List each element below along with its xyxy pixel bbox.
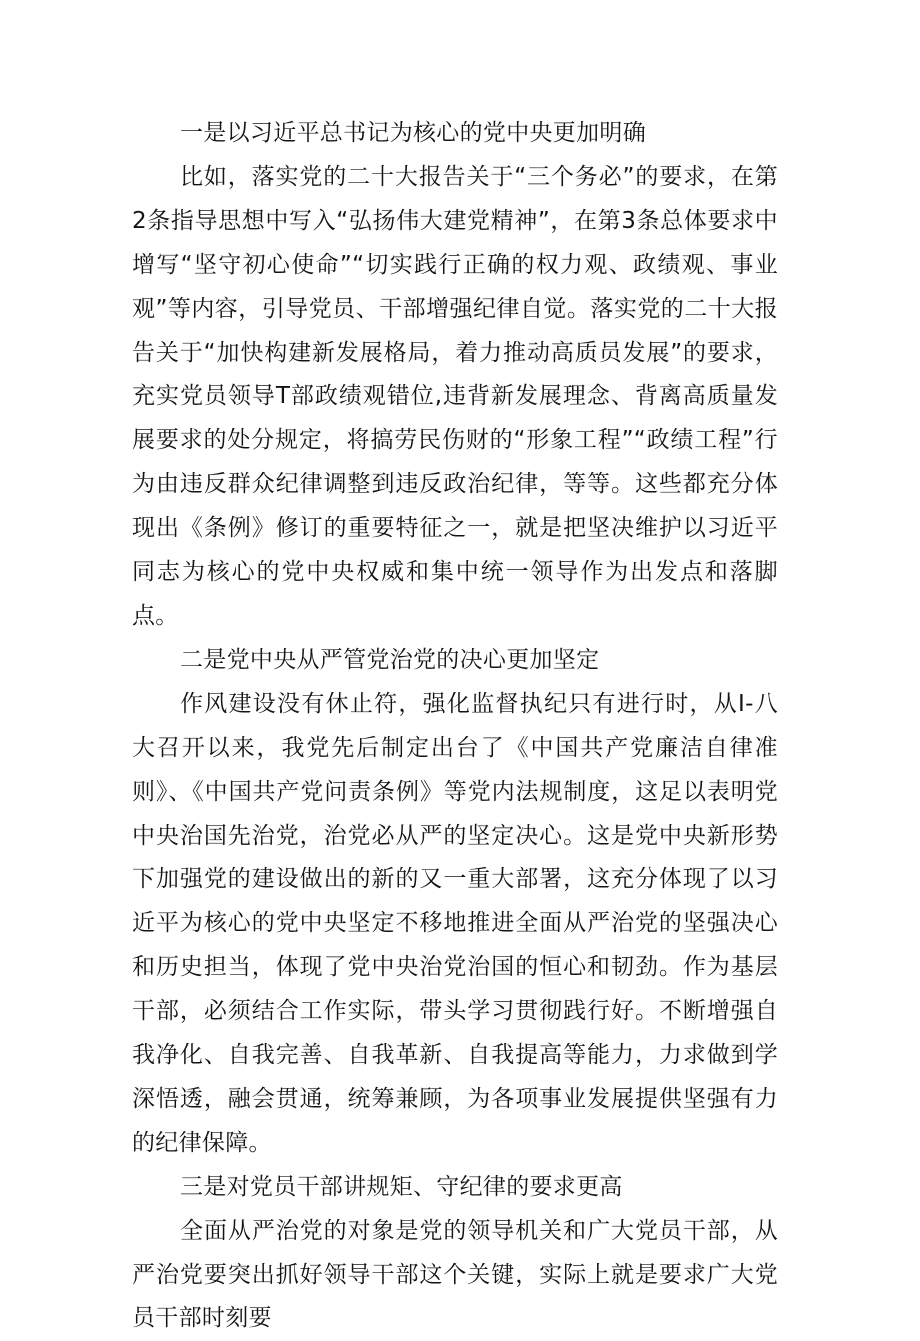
- section-3-paragraph: 全面从严治党的对象是党的领导机关和广大党员干部，从严治党要突出抓好领导干部这个关键，实际上就是要求广大党员干部时刻要: [132, 1217, 778, 1332]
- section-3-heading: 三是对党员干部讲规矩、守纪律的要求更高: [180, 1173, 623, 1200]
- section-2-paragraph: 作风建设没有休止符，强化监督执纪只有进行时，从I-八大召开以来，我党先后制定出台了《中国共产党廉洁自律准则》、《中国共产党问责条例》等党内法规制度，这足以表明党中央治国先治党，治党必从严的坚定决心。这是党中央新形势下加强党的建设做出的新的又一重大部署，这充分体现了以习近平为核心的党中央坚定不移地推进全面从严治党的坚强决心和历史担当，体现了党中央治党治国的恒心和韧劲。作为基层干部，必须结合工作实际，带头学习贯彻践行好。不断增强自我净化、自我完善、自我革新、自我提高等能力，力求做到学深悟透，融会贯通，统筹兼顾，为各项事业发展提供坚强有力的纪律保障。: [132, 690, 778, 1156]
- section-1-paragraph: 比如，落实党的二十大报告关于“三个务必”的要求，在第2条指导思想中写入“弘扬伟大建党精神”，在第3条总体要求中增写“坚守初心使命”“切实践行正确的权力观、政绩观、事业观”等内容，引导党员、干部增强纪律自觉。落实党的二十大报告关于“加快构建新发展格局，着力推动高质员发展”的要求，充实党员领导T部政绩观错位,违背新发展理念、背离高质量发展要求的处分规定，将搞劳民伤财的“形象工程”“政绩工程”行为由违反群众纪律调整到违反政治纪律，等等。这些都充分体现出《条例》修订的重要特征之一，就是把坚决维护以习近平同志为核心的党中央权威和集中统一领导作为出发点和落脚点。: [132, 163, 778, 629]
- section-1-heading: 一是以习近平总书记为核心的党中央更加明确: [180, 120, 646, 146]
- document-body: [132, 112, 778, 1341]
- section-2-heading: 二是党中央从严管党治党的决心更加坚定: [180, 646, 600, 673]
